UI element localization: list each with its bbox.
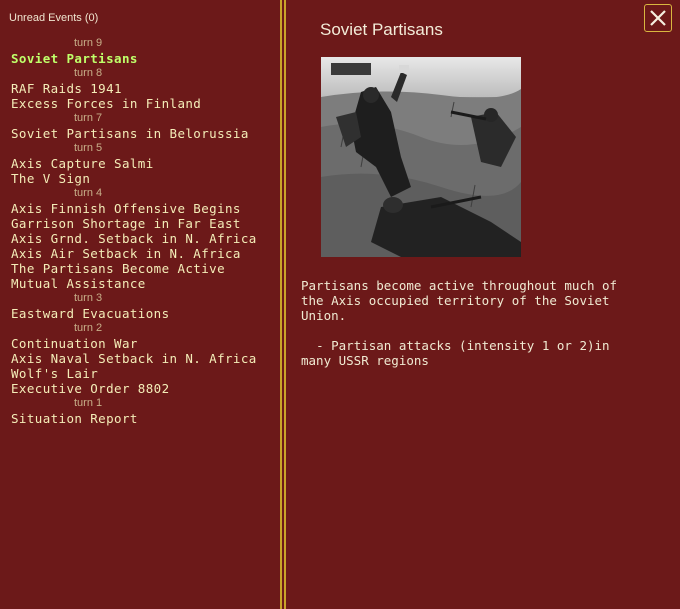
event-item[interactable]: RAF Raids 1941 <box>11 81 122 96</box>
panel-divider <box>284 0 286 609</box>
turn-label: turn 9 <box>74 37 103 49</box>
event-item[interactable]: Axis Grnd. Setback in N. Africa <box>11 231 257 246</box>
event-item[interactable]: The V Sign <box>11 171 91 186</box>
event-item[interactable]: Axis Air Setback in N. Africa <box>11 246 241 261</box>
event-item[interactable]: Eastward Evacuations <box>11 306 170 321</box>
event-item[interactable]: Axis Finnish Offensive Begins <box>11 201 241 216</box>
event-title: Soviet Partisans <box>320 20 443 39</box>
event-item[interactable]: The Partisans Become Active <box>11 261 225 276</box>
close-button[interactable] <box>644 4 672 32</box>
event-description: Partisans become active throughout much of the Axis occupied territory of the Soviet Union. - Partisan attacks (intensity 1 or 2)in many USSR regions <box>301 278 618 368</box>
turn-label: turn 2 <box>74 322 103 334</box>
event-item[interactable]: Executive Order 8802 <box>11 381 170 396</box>
event-item[interactable]: Excess Forces in Finland <box>11 96 202 111</box>
event-list <box>0 36 280 426</box>
event-photo <box>321 57 521 257</box>
turn-label: turn 5 <box>74 142 103 154</box>
event-item[interactable]: Axis Naval Setback in N. Africa <box>11 351 257 366</box>
close-icon <box>648 8 668 28</box>
turn-label: turn 3 <box>74 292 103 304</box>
event-item[interactable]: Axis Capture Salmi <box>11 156 154 171</box>
turn-label: turn 8 <box>74 67 103 79</box>
event-item-selected[interactable]: Soviet Partisans <box>11 51 138 66</box>
event-item[interactable]: Mutual Assistance <box>11 276 146 291</box>
event-item[interactable]: Continuation War <box>11 336 138 351</box>
event-sidebar <box>0 0 282 609</box>
event-item[interactable]: Soviet Partisans in Belorussia <box>11 126 249 141</box>
unread-events-header: Unread Events (0) <box>9 12 99 24</box>
event-item[interactable]: Situation Report <box>11 411 138 426</box>
turn-label: turn 1 <box>74 397 103 409</box>
event-item[interactable]: Wolf's Lair <box>11 366 99 381</box>
event-item[interactable]: Garrison Shortage in Far East <box>11 216 241 231</box>
turn-label: turn 7 <box>74 112 103 124</box>
turn-label: turn 4 <box>74 187 103 199</box>
